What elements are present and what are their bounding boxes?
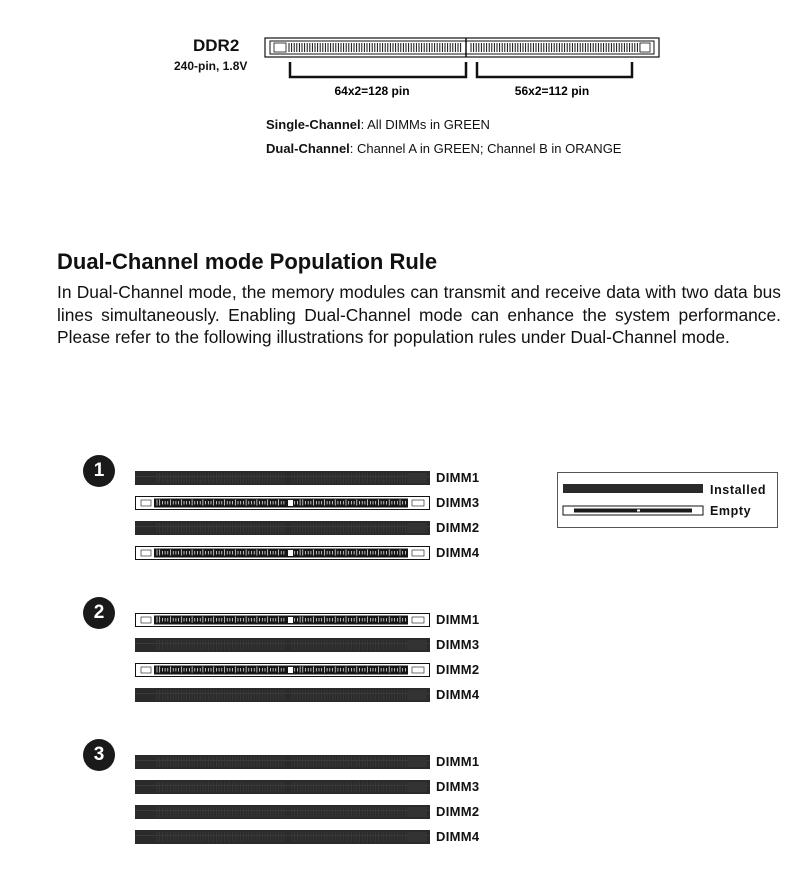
dual-channel-key: Dual-Channel (266, 141, 350, 156)
dimm-slot-label: DIMM2 (436, 520, 480, 535)
single-channel-key: Single-Channel (266, 117, 361, 132)
dimm-slot-installed (135, 830, 430, 844)
dimm-slot-installed (135, 688, 430, 702)
legend-swatches (562, 483, 707, 519)
dimm-slot-label: DIMM3 (436, 495, 480, 510)
legend-installed-label: Installed (710, 483, 767, 497)
dimm-slot-installed (135, 805, 430, 819)
group-number-badge: 2 (83, 597, 115, 629)
dimm-slot-label: DIMM4 (436, 687, 480, 702)
dimm-slot-label: DIMM4 (436, 829, 480, 844)
dimm-slot-empty (135, 496, 430, 510)
ddr2-title: DDR2 (193, 36, 240, 55)
dimm-slot-label: DIMM4 (436, 545, 480, 560)
ddr2-module-diagram (0, 0, 808, 110)
single-channel-text: : All DIMMs in GREEN (360, 117, 490, 132)
dimm-slot-label: DIMM1 (436, 470, 480, 485)
section-title: Dual-Channel mode Population Rule (57, 249, 438, 274)
legend-empty-label: Empty (710, 504, 752, 518)
pin-brackets (290, 62, 632, 77)
group-number-badge: 3 (83, 739, 115, 771)
legend (557, 472, 778, 528)
dimm-slot-label: DIMM2 (436, 662, 480, 677)
dimm-slot-label: DIMM2 (436, 804, 480, 819)
single-channel-rule (266, 117, 490, 132)
section-body: In Dual-Channel mode, the memory modules can transmit and receive data with two data bus lines simultaneously. Enabling Dual-Channel mode can enhance the system performance. Please refer to the following illustrations for population rules under Dual-Channel mode. (57, 282, 781, 348)
dual-channel-text: : Channel A in GREEN; Channel B in ORANGE (349, 141, 622, 156)
dimm-slot-empty (135, 663, 430, 677)
legend-installed-swatch (563, 484, 703, 493)
right-bracket-label: 56x2=112 pin (514, 84, 590, 98)
dual-channel-rule (266, 141, 621, 156)
ddr2-slot-top (265, 38, 659, 57)
ddr2-spec: 240-pin, 1.8V (174, 59, 248, 73)
left-bracket-label: 64x2=128 pin (334, 84, 410, 98)
dimm-slot-installed (135, 471, 430, 485)
dimm-slot-label: DIMM3 (436, 637, 480, 652)
legend-empty-swatch (563, 506, 703, 515)
dimm-slot-installed (135, 755, 430, 769)
dimm-slot-label: DIMM1 (436, 612, 480, 627)
dimm-slot-installed (135, 521, 430, 535)
dimm-slot-installed (135, 638, 430, 652)
dimm-slot-empty (135, 546, 430, 560)
dimm-slot-empty (135, 613, 430, 627)
dimm-slot-installed (135, 780, 430, 794)
dimm-slot-label: DIMM3 (436, 779, 480, 794)
group-number-badge: 1 (83, 455, 115, 487)
dimm-slot-label: DIMM1 (436, 754, 480, 769)
